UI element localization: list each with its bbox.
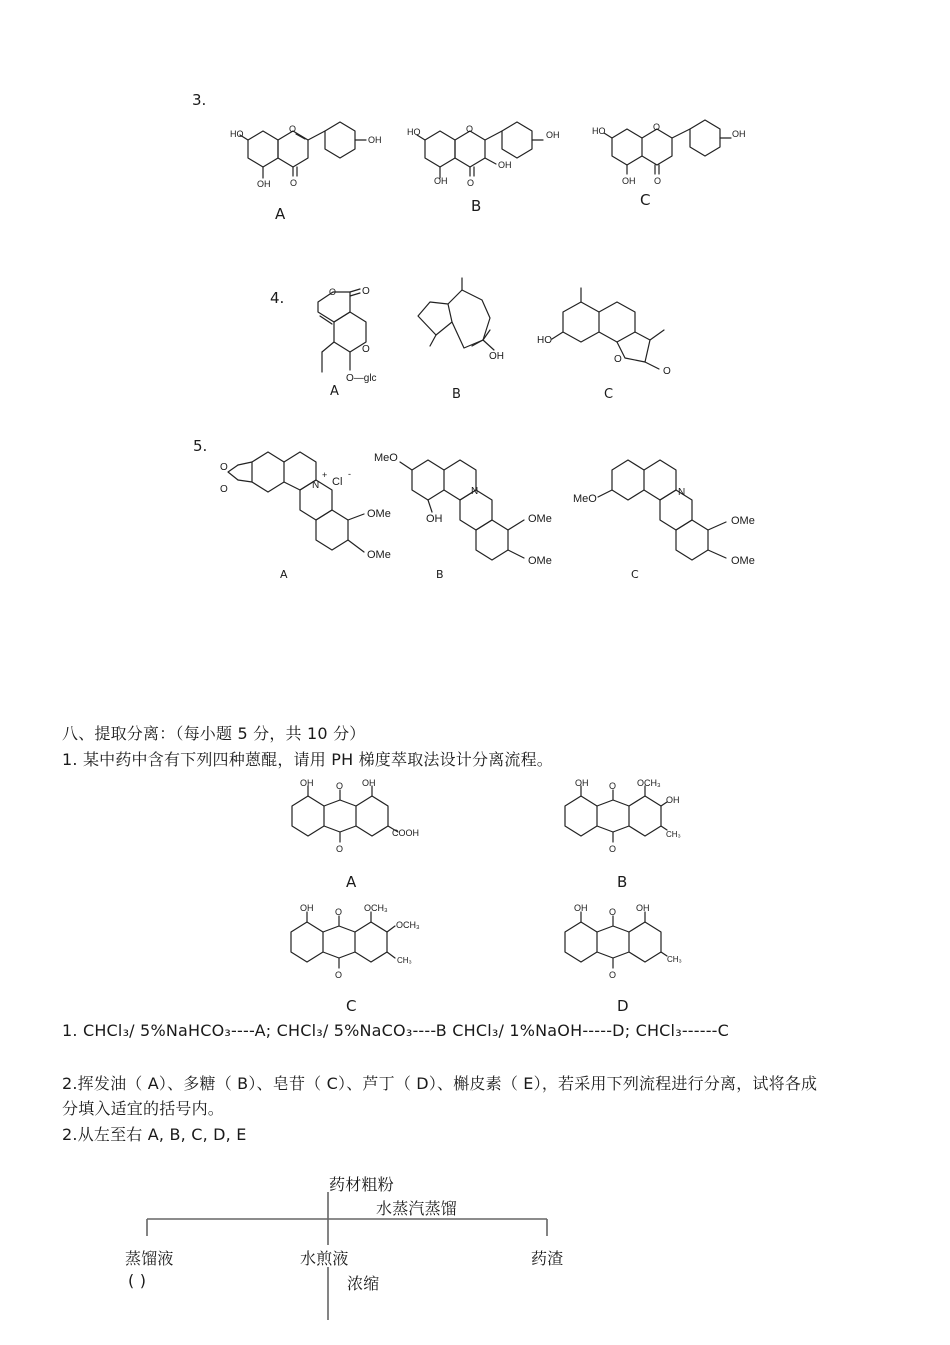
svg-text:OMe: OMe: [731, 555, 755, 567]
svg-text:OH: OH: [636, 903, 650, 913]
svg-text:HO: HO: [230, 129, 244, 139]
svg-text:OH: OH: [257, 179, 271, 189]
flowchart-step-concentrate: 浓缩: [347, 1274, 380, 1293]
svg-text:OH: OH: [575, 778, 589, 788]
svg-text:OH: OH: [300, 903, 314, 913]
svg-text:O: O: [654, 176, 662, 186]
section-8-heading: 八、提取分离：（每小题 5 分，共 10 分）: [62, 724, 366, 743]
flowchart-root: 药材粗粉: [329, 1175, 394, 1194]
svg-text:O: O: [663, 366, 671, 377]
svg-text:OH: OH: [362, 778, 376, 788]
svg-text:O: O: [335, 907, 343, 917]
svg-text:OH: OH: [498, 160, 512, 170]
question-3-number: 3.: [192, 91, 207, 109]
structure-5a-label: A: [280, 568, 288, 581]
flowchart-distillate-blank: ( ): [128, 1271, 147, 1290]
flowchart-decoction: 水煎液: [300, 1249, 349, 1268]
svg-text:OH: OH: [732, 129, 746, 139]
svg-text:CH₃: CH₃: [666, 830, 681, 839]
svg-text:O: O: [289, 124, 297, 134]
svg-text:OCH₃: OCH₃: [396, 920, 420, 930]
svg-text:O: O: [609, 907, 617, 917]
svg-text:O: O: [329, 287, 337, 297]
svg-text:OH: OH: [546, 130, 560, 140]
svg-text:OMe: OMe: [528, 513, 552, 525]
svg-text:HO: HO: [537, 335, 552, 346]
svg-text:OH: OH: [300, 778, 314, 788]
svg-text:-: -: [348, 469, 351, 479]
svg-text:CH₃: CH₃: [667, 955, 682, 964]
svg-text:O: O: [336, 844, 344, 854]
anthraquinone-c-label: C: [346, 997, 357, 1015]
svg-text:MeO: MeO: [573, 493, 597, 505]
question-8-2-text-line1: 2.挥发油（ A）、多糖（ B）、皂苷（ C）、芦丁（ D）、槲皮素（ E），若采用下列流程进行分离，试将各成: [62, 1074, 818, 1093]
question-8-2-text-line2: 分填入适宜的括号内。: [62, 1099, 225, 1118]
svg-text:O: O: [362, 286, 370, 297]
svg-text:OH: OH: [426, 513, 443, 525]
question-8-2-answer: 2.从左至右 A, B, C, D, E: [62, 1125, 247, 1144]
svg-text:OCH₃: OCH₃: [364, 903, 388, 913]
svg-text:COOH: COOH: [392, 828, 419, 838]
svg-text:OH: OH: [489, 351, 504, 362]
svg-text:OH: OH: [368, 135, 382, 145]
svg-text:O: O: [466, 124, 474, 134]
svg-text:OH: OH: [574, 903, 588, 913]
svg-text:HO: HO: [592, 126, 606, 136]
svg-text:N: N: [471, 486, 479, 497]
structure-4a-label: A: [330, 384, 339, 399]
svg-text:OMe: OMe: [528, 555, 552, 567]
svg-text:MeO: MeO: [374, 452, 398, 464]
svg-text:O: O: [290, 178, 298, 188]
svg-text:O: O: [609, 844, 617, 854]
structure-4b-label: B: [452, 387, 461, 402]
svg-text:OH: OH: [434, 176, 448, 186]
svg-text:O: O: [220, 462, 228, 473]
question-8-1-text: 1. 某中药中含有下列四种蒽醌，请用 PH 梯度萃取法设计分离流程。: [62, 750, 554, 769]
question-4-number: 4.: [270, 289, 285, 307]
svg-text:OH: OH: [666, 795, 680, 805]
svg-text:N: N: [678, 487, 686, 498]
svg-text:O: O: [609, 781, 617, 791]
svg-text:OCH₃: OCH₃: [637, 778, 661, 788]
structure-5b-label: B: [436, 568, 444, 581]
svg-text:O—glc: O—glc: [346, 373, 377, 384]
svg-text:OMe: OMe: [731, 515, 755, 527]
svg-text:+: +: [322, 470, 328, 480]
flowchart-distillate: 蒸馏液: [125, 1249, 174, 1268]
svg-text:Cl: Cl: [332, 476, 343, 488]
svg-text:N: N: [312, 480, 320, 491]
flowchart-residue: 药渣: [531, 1249, 564, 1268]
svg-text:O: O: [614, 354, 622, 365]
question-8-1-answer: 1. CHCl₃/ 5%NaHCO₃----A; CHCl₃/ 5%NaCO₃----B CHCl₃/ 1%NaOH-----D; CHCl₃------C: [62, 1021, 730, 1040]
svg-text:O: O: [362, 344, 370, 355]
svg-text:OMe: OMe: [367, 549, 391, 561]
svg-text:OMe: OMe: [367, 508, 391, 520]
structure-3b-label: B: [471, 197, 482, 215]
anthraquinone-d-label: D: [617, 997, 629, 1015]
svg-text:O: O: [220, 484, 228, 495]
structure-4c-label: C: [604, 387, 614, 402]
anthraquinone-a-label: A: [346, 873, 357, 891]
structure-3c-label: C: [640, 191, 651, 209]
anthraquinone-b-label: B: [617, 873, 628, 891]
svg-text:O: O: [467, 178, 475, 188]
svg-text:HO: HO: [407, 127, 421, 137]
svg-text:O: O: [335, 970, 343, 980]
question-5-number: 5.: [193, 437, 208, 455]
svg-text:O: O: [653, 122, 661, 132]
svg-text:CH₃: CH₃: [397, 956, 412, 965]
svg-text:OH: OH: [622, 176, 636, 186]
structure-3a-label: A: [275, 205, 286, 223]
svg-text:O: O: [609, 970, 617, 980]
svg-text:O: O: [336, 781, 344, 791]
structure-5c-label: C: [631, 568, 639, 581]
flowchart-step-distillation: 水蒸汽蒸馏: [376, 1199, 458, 1218]
